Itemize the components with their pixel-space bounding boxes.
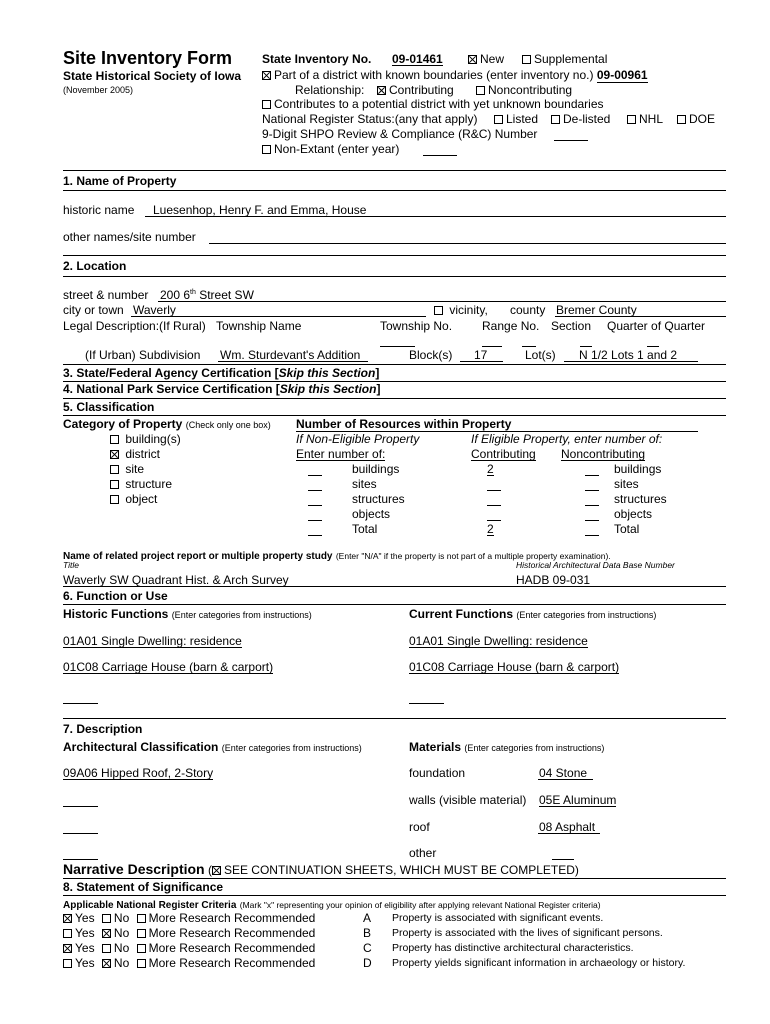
historic-name-label: historic name bbox=[63, 203, 135, 217]
other-material-field[interactable] bbox=[552, 859, 574, 860]
subdivision-value: Wm. Sturdevant's Addition bbox=[220, 348, 361, 362]
quarter-of-field[interactable] bbox=[647, 346, 659, 347]
form-date: (November 2005) bbox=[63, 85, 134, 95]
enter-number-label: Enter number of: bbox=[296, 447, 386, 461]
historic-name-value: Luesenhop, Henry F. and Emma, House bbox=[153, 203, 367, 217]
contrib-objects-field[interactable] bbox=[487, 520, 501, 521]
divider bbox=[63, 895, 726, 896]
ne-total-field[interactable] bbox=[308, 535, 322, 536]
section-8-heading: 8. Statement of Significance bbox=[63, 880, 224, 894]
resource-type-structures: structures bbox=[352, 492, 405, 506]
resource-type-sites: sites bbox=[352, 477, 377, 491]
narrative-checkbox[interactable] bbox=[212, 866, 221, 875]
narrative-description: Narrative Description ( SEE CONTINUATION SHEETS, WHICH MUST BE COMPLETED) bbox=[63, 861, 579, 877]
listed-checkbox[interactable] bbox=[494, 115, 503, 124]
blocks-value: 17 bbox=[474, 348, 488, 362]
criteria-text-b: Property is associated with the lives of significant persons. bbox=[392, 927, 663, 939]
supplemental-checkbox[interactable] bbox=[522, 55, 531, 64]
range-no-field[interactable] bbox=[482, 346, 502, 347]
d-more-checkbox[interactable] bbox=[137, 959, 146, 968]
d-no-checkbox[interactable] bbox=[102, 959, 111, 968]
criteria-text-c: Property has distinctive architectural characteristics. bbox=[392, 942, 634, 954]
foundation-label: foundation bbox=[409, 766, 466, 780]
potential-district-option[interactable]: Contributes to a potential district with yet unknown boundaries bbox=[262, 98, 604, 110]
walls-label: walls (visible material) bbox=[409, 793, 527, 807]
inventory-label: State Inventory No. bbox=[262, 52, 372, 66]
contrib-sites-field[interactable] bbox=[487, 490, 501, 491]
historic-function-1[interactable]: 01A01 Single Dwelling: residence bbox=[63, 634, 242, 648]
object-checkbox[interactable] bbox=[110, 495, 119, 504]
divider bbox=[63, 415, 726, 416]
divider bbox=[63, 190, 726, 191]
c-no-checkbox[interactable] bbox=[102, 944, 111, 953]
supplemental-option[interactable]: Supplemental bbox=[522, 53, 607, 65]
criteria-letter-b: B bbox=[363, 926, 372, 940]
current-function-2[interactable]: 01C08 Carriage House (barn & carport) bbox=[409, 660, 620, 674]
potential-checkbox[interactable] bbox=[262, 100, 271, 109]
roof-value: 08 Asphalt bbox=[539, 820, 596, 834]
category-district-option[interactable]: district bbox=[110, 448, 160, 460]
vicinity-option[interactable]: vicinity, bbox=[434, 304, 488, 316]
section-6-heading: 6. Function or Use bbox=[63, 589, 168, 603]
new-checkbox[interactable] bbox=[468, 55, 477, 64]
category-heading: Category of Property (Check only one box) bbox=[63, 417, 271, 431]
city-label: city or town bbox=[63, 303, 124, 317]
criteria-letter-c: C bbox=[363, 941, 372, 955]
criteria-row-c: Yes No More Research Recommended bbox=[63, 942, 315, 954]
section-3-heading: 3. State/Federal Agency Certification [Skip this Section] bbox=[63, 366, 380, 380]
site-checkbox[interactable] bbox=[110, 465, 119, 474]
other-names-field[interactable] bbox=[209, 243, 726, 244]
eligible-label: If Eligible Property, enter number of: bbox=[471, 432, 663, 446]
vicinity-checkbox[interactable] bbox=[434, 306, 443, 315]
relationship-label: Relationship: bbox=[295, 83, 365, 97]
city-value: Waverly bbox=[133, 303, 176, 317]
criteria-row-a: Yes No More Research Recommended bbox=[63, 912, 315, 924]
resource-type-buildings: buildings bbox=[352, 462, 400, 476]
nc-type-sites: sites bbox=[614, 477, 639, 491]
c-yes-checkbox[interactable] bbox=[63, 944, 72, 953]
category-site-option[interactable]: site bbox=[110, 463, 144, 475]
divider bbox=[63, 364, 726, 365]
divider bbox=[63, 170, 726, 171]
b-more-checkbox[interactable] bbox=[137, 929, 146, 938]
new-option[interactable]: New bbox=[468, 53, 504, 65]
resource-type-total: Total bbox=[352, 522, 378, 536]
arch-class-1[interactable]: 09A06 Hipped Roof, 2-Story bbox=[63, 766, 214, 780]
nc-type-total: Total bbox=[614, 522, 640, 536]
district-number[interactable]: 09-00961 bbox=[596, 68, 648, 82]
contrib-structures-field[interactable] bbox=[487, 505, 501, 506]
non-eligible-label: If Non-Eligible Property bbox=[296, 432, 420, 446]
divider bbox=[63, 878, 726, 879]
noncontributing-option[interactable]: Noncontributing bbox=[476, 84, 572, 96]
township-no-label: Township No. bbox=[380, 319, 453, 333]
street-value: 200 6th Street SW bbox=[160, 288, 254, 302]
arch-class-heading: Architectural Classification (Enter categories from instructions) bbox=[63, 740, 362, 754]
form-title: Site Inventory Form bbox=[63, 48, 233, 68]
other-material-label: other bbox=[409, 846, 437, 860]
a-yes-checkbox[interactable] bbox=[63, 914, 72, 923]
walls-value[interactable]: 05E Aluminum bbox=[539, 793, 617, 807]
delisted-option[interactable]: De-listed bbox=[551, 113, 610, 125]
criteria-letter-a: A bbox=[363, 911, 372, 925]
current-functions-heading: Current Functions (Enter categories from instructions) bbox=[409, 607, 657, 621]
foundation-value: 04 Stone bbox=[539, 766, 588, 780]
divider bbox=[63, 398, 726, 399]
arch-class-4-field[interactable] bbox=[63, 859, 98, 860]
section-2-heading: 2. Location bbox=[63, 259, 127, 273]
arch-class-3-field[interactable] bbox=[63, 833, 98, 834]
street-label: street & number bbox=[63, 288, 149, 302]
section-label: Section bbox=[551, 319, 592, 333]
district-category-checkbox[interactable] bbox=[110, 450, 119, 459]
category-object-option[interactable]: object bbox=[110, 493, 157, 505]
non-extant-checkbox[interactable] bbox=[262, 145, 271, 154]
current-function-1[interactable]: 01A01 Single Dwelling: residence bbox=[409, 634, 588, 648]
contributing-option[interactable]: Contributing bbox=[377, 84, 454, 96]
roof-label: roof bbox=[409, 820, 430, 834]
historic-functions-heading: Historic Functions (Enter categories from instructions) bbox=[63, 607, 312, 621]
noncontrib-total-field[interactable] bbox=[585, 535, 599, 536]
urban-subdivision-label: (If Urban) Subdivision bbox=[85, 348, 201, 362]
county-value: Bremer County bbox=[556, 303, 637, 317]
township-no-field[interactable] bbox=[380, 346, 415, 347]
nc-type-buildings: buildings bbox=[614, 462, 662, 476]
ne-buildings-field[interactable] bbox=[308, 475, 322, 476]
section-5-heading: 5. Classification bbox=[63, 400, 155, 414]
county-label: county bbox=[510, 303, 546, 317]
study-title-value: Waverly SW Quadrant Hist. & Arch Survey bbox=[63, 573, 289, 587]
arch-class-2-field[interactable] bbox=[63, 806, 98, 807]
related-study-label: Name of related project report or multiple property study (Enter "N/A" if the property is not part of a multiple property examination). bbox=[63, 551, 611, 562]
noncontrib-objects-field[interactable] bbox=[585, 520, 599, 521]
ne-sites-field[interactable] bbox=[308, 490, 322, 491]
b-no-checkbox[interactable] bbox=[102, 929, 111, 938]
noncontrib-sites-field[interactable] bbox=[585, 490, 599, 491]
category-structure-option[interactable]: structure bbox=[110, 478, 172, 490]
historic-function-3-field[interactable] bbox=[63, 703, 98, 704]
section-1-heading: 1. Name of Property bbox=[63, 174, 177, 188]
contrib-total-value[interactable]: 2 bbox=[487, 522, 494, 536]
contributing-checkbox[interactable] bbox=[377, 86, 386, 95]
title-label: Title bbox=[63, 560, 79, 570]
lots-label: Lot(s) bbox=[525, 348, 556, 362]
doe-option[interactable]: DOE bbox=[677, 113, 715, 125]
blocks-label: Block(s) bbox=[409, 348, 453, 362]
district-checkbox[interactable] bbox=[262, 71, 271, 80]
b-yes-checkbox[interactable] bbox=[63, 929, 72, 938]
noncontrib-structures-field[interactable] bbox=[585, 505, 599, 506]
lots-value: N 1/2 Lots 1 and 2 bbox=[579, 348, 678, 362]
building-checkbox[interactable] bbox=[110, 435, 119, 444]
materials-heading: Materials (Enter categories from instructions) bbox=[409, 740, 605, 754]
section-field[interactable] bbox=[522, 346, 536, 347]
criteria-heading: Applicable National Register Criteria (Mark "x" representing your opinion of eligibility after applying relevant National Register criteria) bbox=[63, 900, 601, 911]
current-function-3-field[interactable] bbox=[409, 703, 444, 704]
listed-option[interactable]: Listed bbox=[494, 113, 538, 125]
c-more-checkbox[interactable] bbox=[137, 944, 146, 953]
criteria-text-a: Property is associated with significant events. bbox=[392, 912, 604, 924]
non-extant-option[interactable]: Non-Extant (enter year) bbox=[262, 143, 399, 155]
nc-type-objects: objects bbox=[614, 507, 653, 521]
noncontributing-column: Noncontributing bbox=[561, 447, 646, 461]
shpo-label: 9-Digit SHPO Review & Compliance (R&C) Number bbox=[262, 127, 538, 141]
non-extant-year-field[interactable] bbox=[423, 155, 457, 156]
criteria-row-d: Yes No More Research Recommended bbox=[63, 957, 315, 969]
contributing-column: Contributing bbox=[471, 447, 536, 461]
criteria-text-d: Property yields significant information in archaeology or history. bbox=[392, 957, 686, 969]
divider bbox=[63, 276, 726, 277]
structure-checkbox[interactable] bbox=[110, 480, 119, 489]
noncontrib-buildings-field[interactable] bbox=[585, 475, 599, 476]
legal-description-label: Legal Description:(If Rural) bbox=[63, 319, 206, 333]
resources-heading: Number of Resources within Property bbox=[296, 417, 512, 431]
hadb-value: HADB 09-031 bbox=[516, 573, 591, 587]
contrib-buildings-value[interactable]: 2 bbox=[487, 462, 494, 476]
a-more-checkbox[interactable] bbox=[137, 914, 146, 923]
hadb-label: Historical Architectural Data Base Number bbox=[516, 560, 675, 570]
divider bbox=[63, 718, 726, 719]
historic-function-2[interactable]: 01C08 Carriage House (barn & carport) bbox=[63, 660, 274, 674]
nhl-checkbox[interactable] bbox=[627, 115, 636, 124]
doe-checkbox[interactable] bbox=[677, 115, 686, 124]
nr-status-label: National Register Status:(any that apply) bbox=[262, 112, 478, 126]
range-no-label: Range No. bbox=[482, 319, 540, 333]
township-name-label: Township Name bbox=[216, 319, 302, 333]
criteria-row-b: Yes No More Research Recommended bbox=[63, 927, 315, 939]
inventory-number[interactable]: 09-01461 bbox=[392, 52, 443, 66]
section-7-heading: 7. Description bbox=[63, 722, 143, 736]
organization: State Historical Society of Iowa bbox=[63, 69, 242, 83]
quarter-field[interactable] bbox=[580, 346, 592, 347]
shpo-field[interactable] bbox=[554, 140, 588, 141]
d-yes-checkbox[interactable] bbox=[63, 959, 72, 968]
divider bbox=[63, 604, 726, 605]
other-names-label: other names/site number bbox=[63, 230, 196, 244]
criteria-letter-d: D bbox=[363, 956, 372, 970]
delisted-checkbox[interactable] bbox=[551, 115, 560, 124]
resource-type-objects: objects bbox=[352, 507, 391, 521]
nc-type-structures: structures bbox=[614, 492, 667, 506]
category-building-option[interactable]: building(s) bbox=[110, 433, 181, 445]
a-no-checkbox[interactable] bbox=[102, 914, 111, 923]
noncontributing-checkbox[interactable] bbox=[476, 86, 485, 95]
nhl-option[interactable]: NHL bbox=[627, 113, 663, 125]
ne-structures-field[interactable] bbox=[308, 505, 322, 506]
section-4-heading: 4. National Park Service Certification [Skip this Section] bbox=[63, 382, 381, 396]
ne-objects-field[interactable] bbox=[308, 520, 322, 521]
quarter-label: Quarter of Quarter bbox=[607, 319, 706, 333]
district-option[interactable]: Part of a district with known boundaries (enter inventory no.) 09-00961 bbox=[262, 69, 648, 81]
divider bbox=[63, 255, 726, 256]
